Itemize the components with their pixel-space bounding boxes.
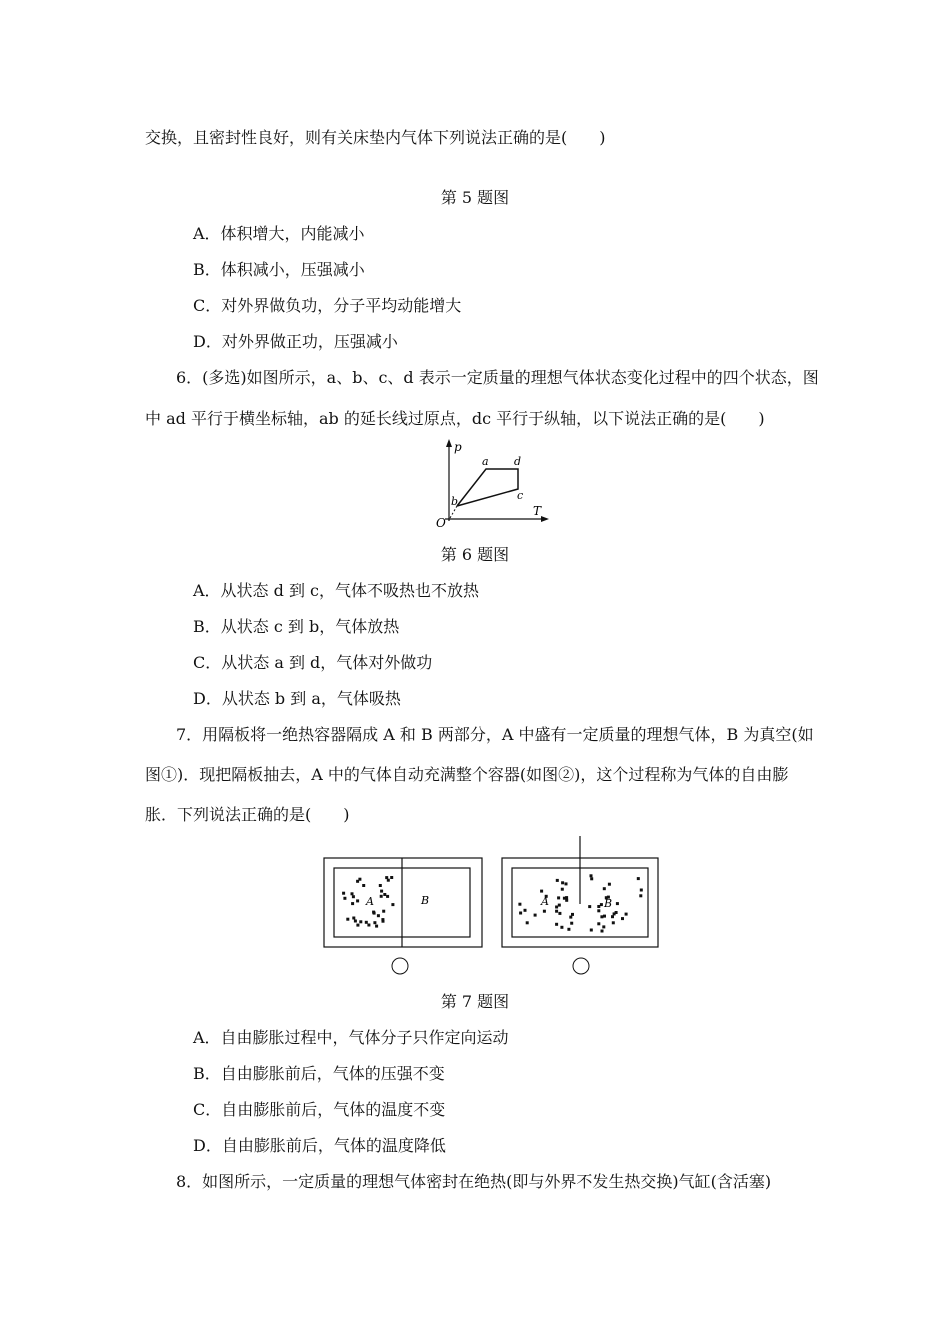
q5-option-b: B．体积减小，压强减小 (193, 260, 365, 279)
gas-molecule (612, 921, 615, 924)
gas-molecule (343, 897, 346, 900)
gas-molecule (391, 903, 394, 906)
q6-pt-diagram (425, 435, 555, 530)
gas-molecule (571, 913, 574, 916)
gas-molecule (639, 894, 642, 897)
container-outer (324, 858, 482, 947)
gas-molecule (356, 899, 359, 902)
fig2-number-circle (573, 958, 589, 974)
gas-molecule (597, 909, 600, 912)
gas-molecule (354, 920, 357, 923)
gas-molecule (569, 916, 572, 919)
gas-molecule (383, 893, 386, 896)
q5-option-a: A．体积增大，内能减小 (193, 224, 365, 243)
q7-container-figures (320, 832, 665, 980)
gas-molecule (543, 910, 546, 913)
gas-molecule (601, 930, 604, 933)
label-b: b (451, 495, 459, 508)
q7-option-a: A．自由膨胀过程中，气体分子只作定向运动 (193, 1028, 509, 1047)
gas-molecule (359, 920, 362, 923)
gas-molecule (555, 906, 558, 909)
q7-stem-line1: 7．用隔板将一绝热容器隔成 A 和 B 两部分，A 中盛有一定质量的理想气体，B 为真空(如 (176, 725, 814, 744)
gas-molecule (561, 888, 564, 891)
gas-molecule (346, 918, 349, 921)
gas-molecule (519, 912, 522, 915)
q7-option-b: B．自由膨胀前后，气体的压强不变 (193, 1064, 445, 1083)
gas-molecule (352, 895, 355, 898)
gas-molecule (342, 892, 345, 895)
gas-molecule (558, 912, 561, 915)
gas-molecule (352, 917, 355, 920)
gas-molecule (379, 884, 382, 887)
label-t: T (533, 504, 542, 518)
gas-molecule (556, 879, 559, 882)
gas-molecule (588, 905, 591, 908)
fig1-number-circle (392, 958, 408, 974)
gas-molecule (602, 925, 605, 928)
gas-molecule (616, 902, 619, 905)
gas-molecule (597, 905, 600, 908)
gas-molecule (380, 890, 383, 893)
gas-molecule (597, 922, 600, 925)
q6-stem-line1: 6．(多选)如图所示，a、b、c、d 表示一定质量的理想气体状态变化过程中的四个状态，图 (176, 368, 819, 387)
gas-molecule (382, 920, 385, 923)
gas-molecule (367, 924, 370, 927)
label-p: p (454, 440, 462, 454)
gas-molecule (524, 909, 527, 912)
gas-molecule (534, 914, 537, 917)
gas-molecule (518, 903, 521, 906)
gas-molecule (608, 883, 611, 886)
gas-molecule (358, 878, 361, 881)
label-b: B (604, 897, 613, 910)
gas-molecule (555, 910, 558, 913)
gas-molecule (615, 911, 618, 914)
gas-molecule (625, 913, 628, 916)
gas-molecule (611, 915, 614, 918)
gas-molecule (567, 928, 570, 931)
q6-option-c: C．从状态 a 到 d，气体对外做功 (193, 653, 433, 672)
label-b: B (421, 894, 430, 907)
gas-molecule (380, 895, 383, 898)
q5-caption: 第 5 题图 (440, 188, 510, 207)
q6-option-a: A．从状态 d 到 c，气体不吸热也不放热 (193, 581, 480, 600)
gas-molecule (540, 890, 543, 893)
gas-molecule (555, 923, 558, 926)
gas-molecule (558, 904, 561, 907)
q5-option-d: D．对外界做正功，压强减小 (193, 332, 398, 351)
gas-molecule (385, 876, 388, 879)
p-axis-arrow (446, 439, 452, 447)
gas-molecule (640, 889, 643, 892)
q6-caption: 第 6 题图 (440, 545, 510, 564)
q6-stem-line2: 中 ad 平行于横坐标轴，ab 的延长线过原点，dc 平行于纵轴，以下说法正确的是( ) (145, 409, 765, 428)
gas-molecule (377, 914, 380, 917)
q7-stem-line2: 图①)．现把隔板抽去，A 中的气体自动充满整个容器(如图②)，这个过程称为气体的自由膨 (145, 765, 789, 784)
gas-molecule (565, 899, 568, 902)
q5-stem-tail: 交换，且密封性良好，则有关床垫内气体下列说法正确的是( ) (145, 128, 606, 147)
gas-molecule (386, 895, 389, 898)
gas-molecule (351, 892, 354, 895)
q7-caption: 第 7 题图 (440, 992, 510, 1011)
gas-molecule (365, 921, 368, 924)
gas-molecule (600, 903, 603, 906)
gas-molecule (382, 910, 385, 913)
gas-molecule (603, 915, 606, 918)
label-d: d (514, 455, 522, 468)
gas-molecule (561, 881, 564, 884)
gas-molecule (600, 915, 603, 918)
q6-option-d: D．从状态 b 到 a，气体吸热 (193, 689, 401, 708)
gas-molecule (526, 921, 529, 924)
q5-option-c: C．对外界做负功，分子平均动能增大 (193, 296, 462, 315)
gas-molecule (373, 912, 376, 915)
q8-stem-line1: 8．如图所示，一定质量的理想气体密封在绝热(即与外界不发生热交换)气缸(含活塞) (176, 1172, 772, 1191)
gas-molecule (362, 884, 365, 887)
q7-option-c: C．自由膨胀前后，气体的温度不变 (193, 1100, 446, 1119)
gas-molecule (387, 879, 390, 882)
figure-1 (324, 858, 482, 947)
label-a: A (366, 895, 374, 908)
gas-molecule (375, 925, 378, 928)
label-a: a (482, 455, 489, 468)
gas-molecule (373, 921, 376, 924)
q7-stem-line3: 胀．下列说法正确的是( ) (145, 805, 350, 824)
label-o: O (436, 516, 446, 530)
gas-molecule (560, 926, 563, 929)
q6-option-b: B．从状态 c 到 b，气体放热 (193, 617, 400, 636)
process-path (457, 469, 518, 506)
gas-molecule (637, 877, 640, 880)
gas-molecule (590, 929, 593, 932)
gas-molecule (565, 896, 568, 899)
gas-molecule (390, 876, 393, 879)
figure-2 (502, 836, 658, 947)
label-c: c (517, 489, 524, 502)
q7-option-d: D．自由膨胀前后，气体的温度降低 (193, 1136, 446, 1155)
label-a: A (541, 895, 549, 908)
gas-molecule (356, 924, 359, 927)
gas-molecule (590, 874, 593, 877)
gas-molecule (590, 877, 593, 880)
gas-molecule (351, 902, 354, 905)
gas-molecule (570, 922, 573, 925)
gas-molecule (621, 917, 624, 920)
gas-molecule (565, 882, 568, 885)
gas-molecule (557, 896, 560, 899)
gas-molecule (603, 887, 606, 890)
t-axis-arrow (541, 516, 549, 522)
